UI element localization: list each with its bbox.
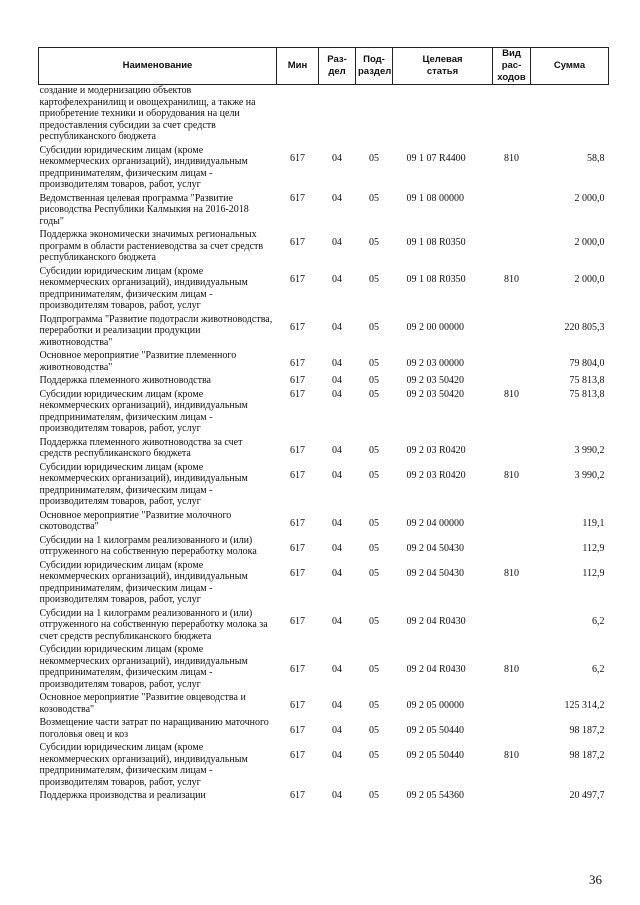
table-row bbox=[39, 145, 609, 193]
row-vid: 810 bbox=[504, 388, 519, 400]
row-sum: 2 000,0 bbox=[574, 237, 605, 248]
row-vid: 810 bbox=[504, 273, 519, 285]
table-row bbox=[39, 229, 609, 266]
row-razdel: 04 bbox=[332, 567, 342, 579]
row-ministry: 617 bbox=[290, 358, 305, 369]
row-name: Подпрограмма "Развитие подотрасли животноводства, переработки и реализации продукции животноводства" bbox=[39, 313, 273, 348]
row-target: 09 2 03 R0420 bbox=[406, 444, 466, 456]
row-name: Поддержка экономически значимых региональных программ в области растениеводства за счет средств республиканского бюджета bbox=[39, 229, 264, 263]
row-name: Возмещение части затрат по наращиванию маточного поголовья овец и коз bbox=[39, 717, 269, 740]
row-target: 09 2 00 00000 bbox=[406, 321, 464, 333]
budget-table bbox=[38, 47, 609, 804]
row-ministry: 617 bbox=[290, 517, 305, 529]
row-podrazdel: 05 bbox=[369, 152, 379, 164]
table-row bbox=[39, 644, 609, 692]
table-row bbox=[39, 193, 609, 230]
row-ministry: 617 bbox=[290, 321, 305, 333]
row-podrazdel: 05 bbox=[369, 725, 379, 736]
row-name: Субсидии юридическим лицам (кроме некоммерческих организаций), индивидуальным предпринимателям, физическим лицам - производителям товаров, работ, услуг bbox=[39, 559, 248, 605]
row-sum: 2 000,0 bbox=[574, 192, 605, 204]
table-row bbox=[39, 462, 609, 510]
table-row bbox=[39, 266, 609, 314]
table-row bbox=[39, 389, 609, 437]
row-target: 09 1 07 R4400 bbox=[406, 152, 466, 164]
row-name: Субсидии юридическим лицам (кроме некоммерческих организаций), индивидуальным предпринимателям, физическим лицам - производителям товаров, работ, услуг bbox=[39, 742, 248, 788]
row-sum: 3 990,2 bbox=[574, 469, 605, 481]
row-vid bbox=[493, 510, 531, 535]
row-name: Основное мероприятие "Развитие племенного животноводства" bbox=[39, 350, 237, 373]
row-podrazdel: 05 bbox=[369, 273, 379, 285]
row-razdel: 04 bbox=[332, 615, 342, 627]
row-target: 09 2 03 R0420 bbox=[406, 469, 466, 481]
row-vid bbox=[493, 717, 531, 742]
row-razdel: 04 bbox=[332, 321, 342, 333]
row-sum: 75 813,8 bbox=[569, 388, 605, 400]
row-razdel: 04 bbox=[332, 790, 342, 801]
header-name: Наименование bbox=[39, 48, 277, 85]
page-number: 36 bbox=[589, 872, 602, 887]
table-row bbox=[39, 350, 609, 375]
row-sum: 75 813,8 bbox=[569, 375, 605, 386]
row-vid bbox=[493, 375, 531, 389]
row-podrazdel: 05 bbox=[369, 321, 379, 333]
row-sum: 58,8 bbox=[587, 152, 605, 164]
row-ministry: 617 bbox=[290, 790, 305, 801]
table-row bbox=[39, 692, 609, 717]
table-row bbox=[39, 535, 609, 560]
row-razdel: 04 bbox=[332, 700, 342, 711]
row-sum: 6,2 bbox=[592, 615, 605, 627]
row-razdel: 04 bbox=[332, 542, 342, 554]
header-ministry: Мин bbox=[277, 48, 319, 85]
row-target: 09 2 04 50430 bbox=[406, 542, 464, 554]
header-razdel: Раз- дел bbox=[319, 48, 356, 85]
row-podrazdel: 05 bbox=[369, 469, 379, 481]
row-name: Поддержка производства и реализации bbox=[39, 790, 206, 801]
header-target: Целевая статья bbox=[393, 48, 493, 85]
row-podrazdel: 05 bbox=[369, 750, 379, 761]
row-ministry bbox=[277, 85, 319, 145]
row-name: Субсидии юридическим лицам (кроме некоммерческих организаций), индивидуальным предпринимателям, физическим лицам - производителям товаров, работ, услуг bbox=[39, 461, 248, 507]
row-target: 09 2 04 R0430 bbox=[406, 615, 466, 627]
row-name: Субсидии юридическим лицам (кроме некоммерческих организаций), индивидуальным предпринимателям, физическим лицам - производителям товаров, работ, услуг bbox=[39, 388, 248, 434]
row-razdel: 04 bbox=[332, 469, 342, 481]
row-sum: 79 804,0 bbox=[569, 358, 605, 369]
row-ministry: 617 bbox=[290, 152, 305, 164]
row-ministry: 617 bbox=[290, 375, 305, 386]
row-razdel: 04 bbox=[332, 152, 342, 164]
row-name: Субсидии юридическим лицам (кроме некоммерческих организаций), индивидуальным предпринимателям, физическим лицам - производителям товаров, работ, услуг bbox=[39, 644, 248, 690]
row-razdel: 04 bbox=[332, 237, 342, 248]
table-row bbox=[39, 717, 609, 742]
row-ministry: 617 bbox=[290, 542, 305, 554]
row-vid bbox=[493, 790, 531, 804]
row-razdel: 04 bbox=[332, 192, 342, 204]
table-row bbox=[39, 314, 609, 351]
row-razdel: 04 bbox=[332, 664, 342, 675]
table-row bbox=[39, 437, 609, 462]
row-target: 09 2 05 50440 bbox=[406, 750, 464, 761]
row-podrazdel: 05 bbox=[369, 517, 379, 529]
row-sum: 220 805,3 bbox=[564, 321, 605, 333]
row-target: 09 2 05 00000 bbox=[406, 700, 464, 711]
row-razdel: 04 bbox=[332, 358, 342, 369]
row-vid: 810 bbox=[504, 567, 519, 579]
row-ministry: 617 bbox=[290, 388, 305, 400]
row-ministry: 617 bbox=[290, 750, 305, 761]
row-ministry: 617 bbox=[290, 192, 305, 204]
row-name: Субсидии на 1 килограмм реализованного и (или) отгруженного на собственную переработку молока за счет средств республиканского бюджета bbox=[39, 607, 268, 642]
row-vid bbox=[493, 314, 531, 351]
table-header bbox=[39, 48, 609, 85]
row-razdel: 04 bbox=[332, 750, 342, 761]
row-sum: 2 000,0 bbox=[574, 273, 605, 285]
row-podrazdel: 05 bbox=[369, 388, 379, 400]
row-vid bbox=[493, 437, 531, 462]
row-name: Поддержка племенного животноводства за счет средств республиканского бюджета bbox=[39, 436, 243, 459]
row-vid bbox=[493, 692, 531, 717]
row-target: 09 2 03 50420 bbox=[406, 388, 464, 400]
row-target: 09 1 08 R0350 bbox=[406, 237, 466, 248]
row-vid: 810 bbox=[504, 469, 519, 481]
row-name: Субсидии юридическим лицам (кроме некоммерческих организаций), индивидуальным предпринимателям, физическим лицам - производителям товаров, работ, услуг bbox=[39, 265, 248, 311]
row-razdel: 04 bbox=[332, 444, 342, 456]
row-podrazdel: 05 bbox=[369, 358, 379, 369]
row-name: Ведомственная целевая программа "Развитие рисоводства Республики Калмыкия на 2016-2018 годы" bbox=[39, 192, 249, 227]
row-podrazdel: 05 bbox=[369, 615, 379, 627]
row-sum: 119,1 bbox=[582, 517, 605, 529]
row-podrazdel: 05 bbox=[369, 375, 379, 386]
row-vid bbox=[493, 85, 531, 145]
table-row bbox=[39, 85, 609, 145]
row-ministry: 617 bbox=[290, 469, 305, 481]
table-row bbox=[39, 375, 609, 389]
row-sum: 112,9 bbox=[582, 542, 605, 554]
row-sum: 98 187,2 bbox=[569, 750, 605, 761]
row-ministry: 617 bbox=[290, 664, 305, 675]
row-target: 09 2 05 50440 bbox=[406, 725, 464, 736]
header-vid: Вид рас- ходов bbox=[493, 48, 531, 85]
table-row bbox=[39, 560, 609, 608]
row-sum: 112,9 bbox=[582, 567, 605, 579]
row-vid bbox=[493, 229, 531, 266]
row-sum: 98 187,2 bbox=[569, 725, 605, 736]
row-podrazdel: 05 bbox=[369, 700, 379, 711]
row-sum: 125 314,2 bbox=[564, 700, 605, 711]
table-row bbox=[39, 510, 609, 535]
row-vid: 810 bbox=[504, 152, 519, 164]
table-body bbox=[39, 85, 609, 804]
row-sum: 3 990,2 bbox=[574, 444, 605, 456]
row-vid bbox=[493, 350, 531, 375]
row-ministry: 617 bbox=[290, 567, 305, 579]
row-name: Основное мероприятие "Развитие молочного скотоводства" bbox=[39, 509, 232, 532]
row-name: Основное мероприятие "Развитие овцеводства и козоводства" bbox=[39, 692, 246, 715]
row-vid bbox=[493, 535, 531, 560]
row-ministry: 617 bbox=[290, 444, 305, 456]
row-name: Субсидии на 1 килограмм реализованного и (или) отгруженного на собственную переработку молока bbox=[39, 534, 257, 557]
row-sum bbox=[531, 85, 609, 145]
row-target: 09 2 04 R0430 bbox=[406, 664, 466, 675]
row-name: Субсидии юридическим лицам (кроме некоммерческих организаций), индивидуальным предпринимателям, физическим лицам - производителям товаров, работ, услуг bbox=[39, 144, 248, 190]
row-podrazdel: 05 bbox=[369, 237, 379, 248]
row-target: 09 2 05 54360 bbox=[406, 790, 464, 801]
header-sum: Сумма bbox=[531, 48, 609, 85]
row-podrazdel: 05 bbox=[369, 192, 379, 204]
row-target bbox=[393, 85, 493, 145]
row-ministry: 617 bbox=[290, 237, 305, 248]
header-row bbox=[39, 48, 609, 85]
row-name: создание и модернизацию объектов картофелехранилищ и овощехранилищ, а также на приобретение техники и оборудования на цели предоставления субсидии за счет средств республиканского бюджета bbox=[39, 85, 256, 142]
row-razdel: 04 bbox=[332, 375, 342, 386]
budget-table-sheet bbox=[38, 47, 608, 804]
row-podrazdel: 05 bbox=[369, 444, 379, 456]
row-name: Поддержка племенного животноводства bbox=[39, 375, 211, 386]
row-razdel: 04 bbox=[332, 273, 342, 285]
table-row bbox=[39, 608, 609, 645]
row-razdel: 04 bbox=[332, 388, 342, 400]
row-ministry: 617 bbox=[290, 615, 305, 627]
row-ministry: 617 bbox=[290, 725, 305, 736]
row-razdel: 04 bbox=[332, 517, 342, 529]
row-podrazdel: 05 bbox=[369, 790, 379, 801]
row-vid: 810 bbox=[504, 664, 519, 675]
row-sum: 20 497,7 bbox=[569, 790, 605, 801]
row-podrazdel: 05 bbox=[369, 542, 379, 554]
row-target: 09 1 08 00000 bbox=[406, 192, 464, 204]
row-podrazdel: 05 bbox=[369, 567, 379, 579]
row-ministry: 617 bbox=[290, 273, 305, 285]
row-razdel bbox=[319, 85, 356, 145]
row-podrazdel bbox=[356, 85, 393, 145]
header-podrazdel: Под- раздел bbox=[356, 48, 393, 85]
row-vid bbox=[493, 193, 531, 230]
row-target: 09 2 04 00000 bbox=[406, 517, 464, 529]
row-target: 09 2 03 50420 bbox=[406, 375, 464, 386]
row-ministry: 617 bbox=[290, 700, 305, 711]
row-sum: 6,2 bbox=[592, 664, 605, 675]
row-target: 09 2 03 00000 bbox=[406, 358, 464, 369]
table-row bbox=[39, 742, 609, 790]
table-row bbox=[39, 790, 609, 804]
row-vid: 810 bbox=[504, 750, 519, 761]
row-podrazdel: 05 bbox=[369, 664, 379, 675]
row-razdel: 04 bbox=[332, 725, 342, 736]
row-target: 09 2 04 50430 bbox=[406, 567, 464, 579]
row-vid bbox=[493, 608, 531, 645]
row-target: 09 1 08 R0350 bbox=[406, 273, 466, 285]
